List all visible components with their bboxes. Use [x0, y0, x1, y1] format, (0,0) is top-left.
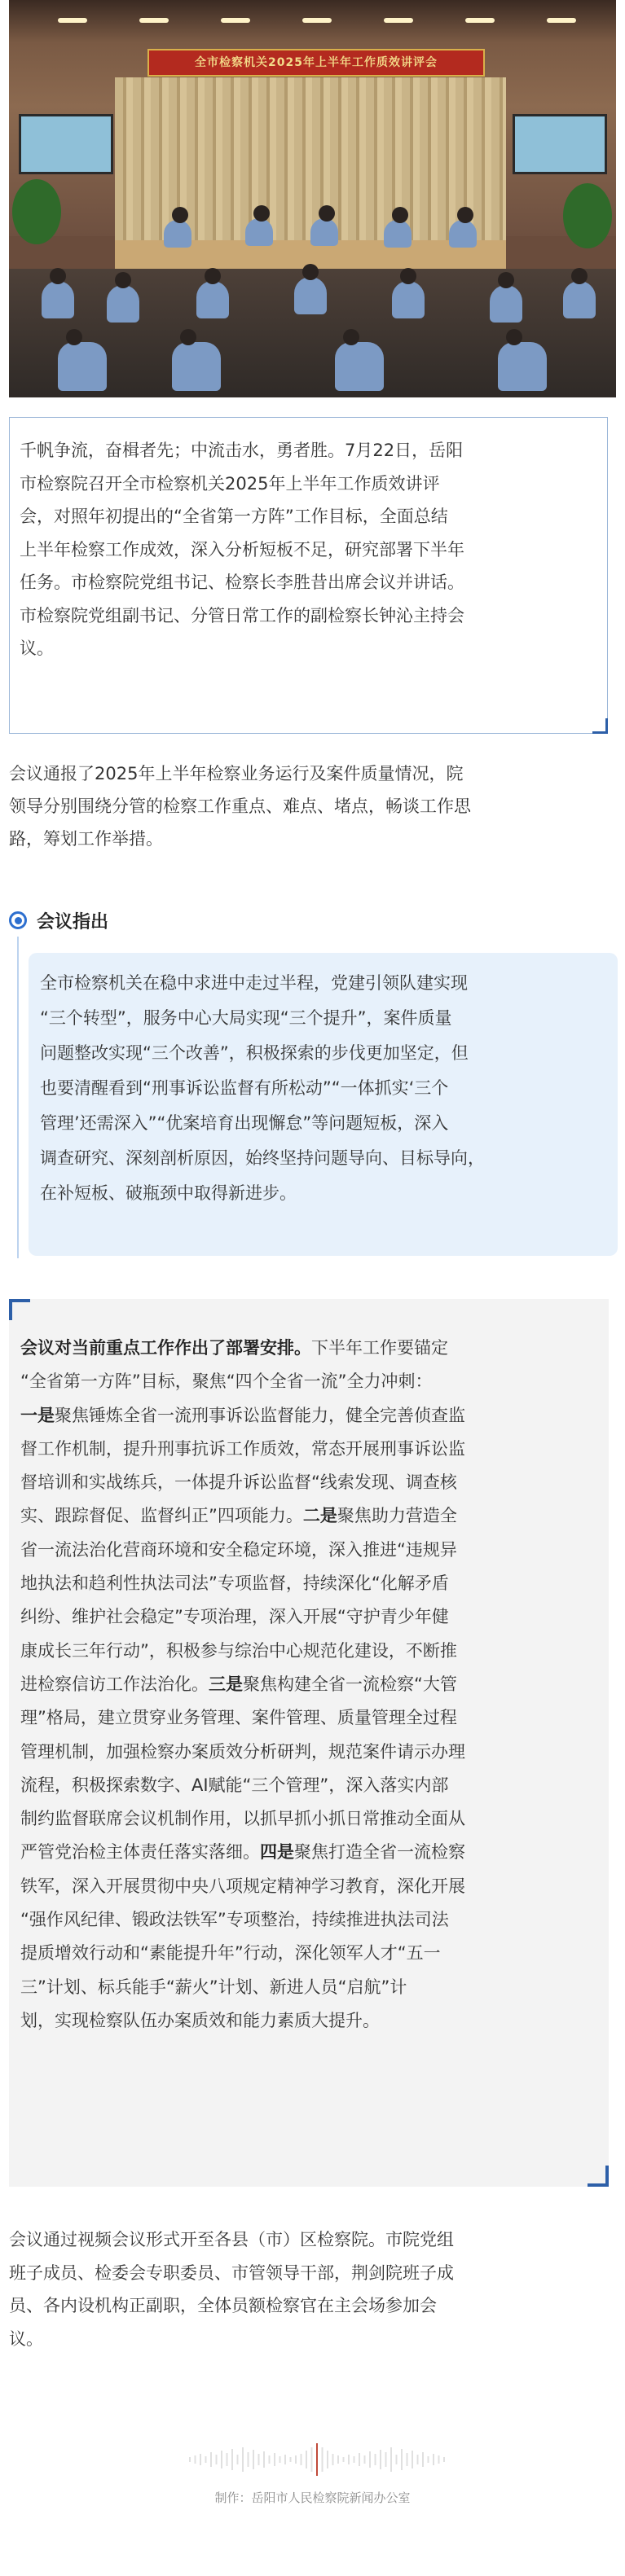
deployment-line: 督培训和实战练兵，一体提升诉讼监督“线索发现、调查核 — [20, 1472, 457, 1493]
wave-bar — [337, 2455, 339, 2464]
deployment-line: 流程，积极探索数字、AI赋能“三个管理”，深入落实内部 — [20, 1775, 449, 1795]
paragraph-line: 员、各内设机构正副职，全体员额检察官在主会场参加会 — [9, 2296, 437, 2315]
wave-bar — [263, 2451, 265, 2468]
wave-bar — [407, 2453, 408, 2466]
deployment-line: 划，实现检察队伍办案质效和能力素质大提升。 — [20, 2010, 380, 2030]
wave-bar — [237, 2455, 239, 2464]
deployment-line: 制约监督联席会议机制作用，以抓早抓小抓日常推动全面从 — [20, 1809, 465, 1829]
deployment-line: 管理机制，加强检察办案质效分析研判，规范案件请示办理 — [20, 1741, 465, 1762]
wave-bar — [274, 2453, 275, 2466]
wave-bar — [216, 2455, 218, 2464]
meeting-photo — [9, 0, 616, 397]
deployment-line: 会议对当前重点工作作出了部署安排。下半年工作要锚定 — [20, 1338, 448, 1358]
paragraph-line: 领导分别围绕分管的检察工作重点、难点、堵点，畅谈工作思 — [9, 796, 471, 816]
wave-bar — [205, 2456, 207, 2463]
deployment-line: 严管党治检主体责任落实落细。四是聚焦打造全省一流检察 — [20, 1842, 465, 1863]
footer-credit: 制作：岳阳市人民检察院新闻办公室 — [214, 2490, 411, 2505]
wave-bar — [258, 2454, 260, 2465]
deployment-line: 督工作机制，提升刑事抗诉工作质效，常态开展刑事诉讼监 — [20, 1438, 465, 1459]
box-line: 问题整改实现“三个改善”，积极探索的步伐更加坚定，但 — [40, 1043, 469, 1063]
wave-bar — [422, 2452, 424, 2467]
intro-line: 市检察院召开全市检察机关2025年上半年工作质效讲评 — [20, 473, 440, 494]
intro-line: 任务。市检察院党组书记、检察长李胜昔出席会议并讲话。 — [20, 573, 464, 592]
wave-bar — [433, 2454, 434, 2465]
wave-bar — [443, 2457, 445, 2462]
deployment-line: 一是聚焦锤炼全省一流刑事诉讼监督能力，健全完善侦查监 — [20, 1405, 465, 1425]
deployment-line: 实、跟踪督促、监督纠正”四项能力。二是聚焦助力营造全 — [20, 1506, 457, 1526]
paragraph-line: 会议通报了2025年上半年检察业务运行及案件质量情况，院 — [9, 764, 464, 783]
deployment-box — [9, 1299, 609, 2187]
wave-bar — [327, 2451, 328, 2468]
wave-bar — [210, 2452, 212, 2467]
wave-bar — [269, 2455, 271, 2464]
deployment-line: 三”计划、标兵能手“薪火”计划、新进人员“启航”计 — [20, 1977, 407, 1997]
wave-bar — [306, 2451, 307, 2468]
corner-bracket-bottom-right — [588, 2166, 609, 2187]
photo-banner: 全市检察机关2025年上半年工作质效讲评会 — [147, 49, 485, 77]
wave-bar — [279, 2456, 281, 2463]
waveform-decoration — [0, 2427, 625, 2492]
wave-bar — [412, 2451, 413, 2468]
wave-bar — [369, 2451, 371, 2468]
corner-bracket-top-left — [9, 1299, 30, 1320]
wave-bar — [438, 2455, 440, 2464]
box-line: 调查研究、深刻剖析原因，始终坚持问题导向、目标导向， — [40, 1148, 485, 1168]
box-line: 管理’还需深入”“优案培育出现懈怠”等问题短板，深入 — [40, 1113, 449, 1133]
wave-bar — [221, 2451, 222, 2468]
deployment-line: 地执法和趋利性执法司法”专项监督，持续深化“化解矛盾 — [20, 1573, 449, 1594]
deployment-line: 提质增效行动和“素能提升年”行动，深化领军人才“五一 — [20, 1943, 441, 1964]
wave-bar — [227, 2453, 228, 2466]
section-heading — [9, 904, 108, 937]
intro-text — [20, 434, 598, 665]
paragraph-line: 议。 — [9, 2328, 43, 2349]
wave-bar — [248, 2452, 249, 2467]
intro-line: 市检察院党组副书记、分管日常工作的副检察长钟沁主持会 — [20, 605, 464, 625]
corner-decoration — [592, 718, 608, 734]
deployment-line: 理”格局，建立贯穿业务管理、案件管理、质量管理全过程 — [20, 1708, 457, 1728]
wave-bar — [242, 2447, 244, 2472]
wave-bar — [428, 2456, 429, 2463]
wave-bar — [390, 2447, 392, 2472]
paragraph-attendance — [9, 2223, 616, 2355]
deployment-line: 纠纷、维护社会稳定”专项治理，深入开展“守护青少年健 — [20, 1607, 449, 1627]
intro-box — [9, 417, 608, 734]
wave-bar — [332, 2454, 334, 2465]
paragraph-line: 班子成员、检委会专职委员、市管领导干部，荆剑院班子成 — [9, 2262, 454, 2283]
wave-bar — [348, 2455, 350, 2464]
box-line: 在补短板、破瓶颈中取得新进步。 — [40, 1183, 297, 1203]
wave-bar — [290, 2457, 292, 2462]
deployment-text — [20, 1332, 603, 2038]
deployment-line: 铁军，深入开展贯彻中央八项规定精神学习教育，深化开展 — [20, 1876, 465, 1896]
wave-bar — [396, 2455, 398, 2464]
wave-bar — [375, 2454, 376, 2465]
meeting-point-box — [29, 953, 618, 1256]
box-line: 也要清醒看到“刑事诉讼监督有所松动”“一体抓实‘三个 — [40, 1078, 449, 1098]
wave-bar — [364, 2455, 366, 2464]
wave-bar — [417, 2455, 419, 2464]
bullet-circle-icon — [9, 911, 27, 929]
paragraph-report — [9, 757, 616, 855]
deployment-line: “全省第一方阵”目标，聚焦“四个全省一流”全力冲刺： — [20, 1371, 433, 1392]
wave-bar — [385, 2452, 387, 2467]
box-line: 全市检察机关在稳中求进中走过半程，党建引领队建实现 — [40, 973, 468, 993]
wave-bar — [311, 2447, 313, 2472]
wave-bar — [359, 2453, 360, 2466]
deployment-line: 省一流法治化营商环境和安全稳定环境，深入推进“违规异 — [20, 1539, 457, 1560]
wave-bar — [200, 2454, 201, 2465]
timeline-line — [17, 937, 19, 1258]
box-line: “三个转型”，服务中心大局实现“三个提升”，案件质量 — [40, 1008, 452, 1028]
deployment-line: “强作风纪律、锻政法铁军”专项整治，持续推进执法司法 — [20, 1910, 449, 1930]
deployment-line: 康成长三年行动”，积极参与综治中心规范化建设，不断推 — [20, 1640, 457, 1661]
wave-bar — [343, 2457, 345, 2462]
wave-bar — [195, 2455, 196, 2464]
wave-bar — [284, 2455, 286, 2464]
intro-line: 上半年检察工作成效，深入分析短板不足，研究部署下半年 — [20, 539, 464, 560]
wave-bar — [354, 2456, 355, 2463]
wave-bar — [295, 2455, 297, 2464]
wave-bar — [189, 2457, 191, 2462]
wave-bar — [316, 2443, 318, 2476]
section-heading-label: 会议指出 — [37, 911, 109, 933]
wave-bar — [322, 2447, 324, 2472]
wave-bar — [231, 2449, 233, 2470]
intro-line: 千帆争流，奋楫者先；中流击水，勇者胜。7月22日，岳阳 — [20, 441, 464, 460]
wave-bar — [253, 2450, 254, 2469]
wave-bar — [380, 2450, 381, 2469]
paragraph-line: 会议通过视频会议形式开至各县（市）区检察院。市院党组 — [9, 2230, 454, 2249]
wave-bar — [301, 2454, 302, 2465]
deployment-line: 进检察信访工作法治化。三是聚焦构建全省一流检察“大管 — [20, 1674, 457, 1694]
paragraph-line: 路，筹划工作举措。 — [9, 829, 163, 849]
wave-bar — [401, 2449, 403, 2470]
intro-line: 会，对照年初提出的“全省第一方阵”工作目标，全面总结 — [20, 507, 448, 526]
intro-line: 议。 — [20, 639, 54, 658]
